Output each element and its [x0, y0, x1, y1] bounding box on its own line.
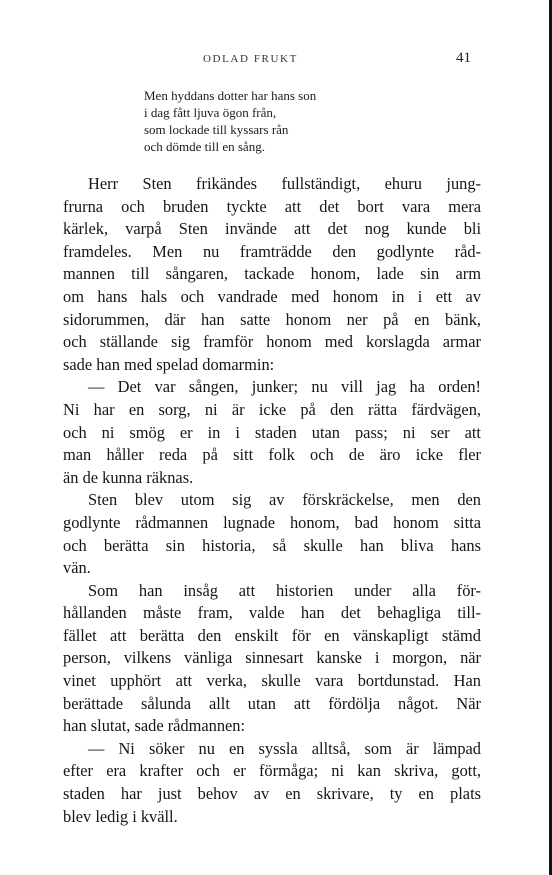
paragraph-line: hållanden måste fram, valde han det behagliga till-	[63, 603, 481, 623]
paragraph-line: mannen till sångaren, tackade honom, lade sin arm	[63, 264, 481, 284]
verse-line: som lockade till kyssars rån	[144, 122, 289, 137]
paragraph-line: godlynte rådmannen lugnade honom, bad honom sitta	[63, 512, 481, 532]
paragraph-line: och berätta sin historia, så skulle han bliva hans	[63, 535, 481, 555]
paragraph-line: han slutat, sade rådmannen:	[63, 716, 246, 736]
paragraph-line: — Ni söker nu en syssla alltså, som är lämpad	[88, 738, 481, 758]
paragraph-line: om hans hals och vandrade med honom in i ett av	[63, 286, 481, 306]
page-number: 41	[456, 50, 471, 66]
paragraph-line: framdeles. Men nu framträdde den godlynte råd-	[63, 241, 481, 261]
paragraph-line: frurna och bruden tyckte att det bort vara mera	[63, 196, 481, 216]
paragraph-line: staden har just behov av en skrivare, ty en plats	[63, 784, 481, 804]
paragraph-line: kärlek, varpå Sten invände att det nog kunde bli	[63, 219, 481, 239]
paragraph-line: sidorummen, där han satte honom ner på en bänk,	[63, 309, 481, 329]
running-title: ODLAD FRUKT	[203, 53, 298, 65]
paragraph-line: vinet upphört att verka, skulle vara bortdunstad. Han	[63, 671, 481, 691]
paragraph-line: Sten blev utom sig av förskräckelse, men den	[88, 490, 481, 510]
paragraph-line: och ställande sig framför honom med korslagda armar	[63, 332, 481, 352]
paragraph-line: berättade sålunda allt utan att fördölja något. När	[63, 693, 481, 713]
verse-line: i dag fått ljuva ögon från,	[144, 105, 277, 120]
page-header	[0, 50, 552, 72]
verse-line: Men hyddans dotter har hans son	[144, 88, 317, 103]
paragraph-line: och ni smög er in i staden utan pass; ni ser att	[63, 422, 481, 442]
paragraph-line: — Det var sången, junker; nu vill jag ha orden!	[88, 377, 481, 397]
verse-line: och dömde till en sång.	[144, 139, 265, 154]
paragraph-line: Ni har en sorg, ni är icke på den rätta färdvägen,	[63, 399, 481, 419]
paragraph-line: Som han insåg att historien under alla för-	[88, 580, 481, 600]
paragraph-line: Herr Sten frikändes fullständigt, ehuru jung-	[88, 174, 481, 193]
paragraph-line: man håller reda på sitt folk och de äro icke fler	[63, 445, 481, 465]
verse-stanza	[144, 87, 444, 155]
paragraph-line: blev ledig i kväll.	[63, 806, 178, 826]
paragraph-line: person, vilkens vänliga sinnesart kanske i morgon, när	[63, 648, 481, 668]
paragraph-line: sade han med spelad domarmin:	[63, 354, 275, 374]
paragraph-line: än de kunna räknas.	[63, 467, 194, 487]
paragraph-line: fället att berätta den enskilt för en vänskapligt stämd	[63, 625, 481, 645]
body-text	[63, 173, 481, 828]
paragraph-line: efter era krafter och er förmåga; ni kan skriva, gott,	[63, 761, 481, 781]
paragraph-line: vän.	[63, 558, 91, 578]
